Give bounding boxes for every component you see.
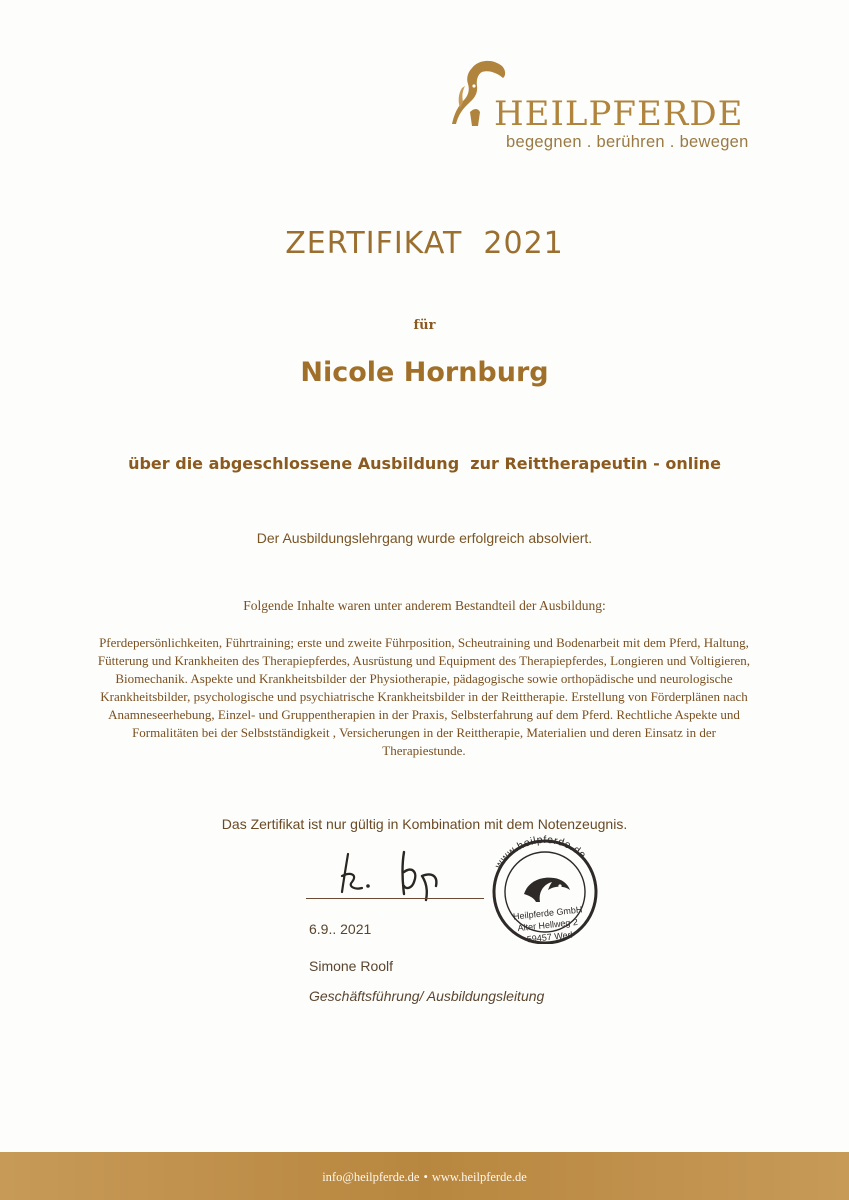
for-label: für: [413, 318, 436, 333]
footer-email: info@heilpferde.de: [322, 1170, 420, 1184]
completion-statement: Der Ausbildungslehrgang wurde erfolgreich absolviert.: [256, 530, 593, 546]
logo-name: HEILPFERDE: [494, 94, 744, 134]
brand-logo: [448, 58, 778, 158]
handwritten-signature: [332, 846, 462, 906]
signer-name: Simone Roolf: [309, 958, 394, 974]
stamp-url: www.heilpferde.de: [492, 833, 589, 871]
validity-note: Das Zertifikat ist nur gültig in Kombination mit dem Notenzeugnis.: [221, 816, 628, 832]
footer-separator: •: [423, 1170, 428, 1184]
footer-website: www.heilpferde.de: [431, 1170, 527, 1184]
certificate-title: ZERTIFIKAT 2021: [285, 226, 564, 261]
course-contents: Pferdepersönlichkeiten, Führtraining; erste und zweite Führposition, Scheutraining und Bodenarbeit mit dem Pferd, Haltung, Fütterung und Krankheiten des Therapiepferdes, Ausrüstung und Equipment des Therapiepferdes, Longieren und Voltigieren, Biomechanik. Aspekte und Krankheitsbilder der Physiotherapie, pädagogische sowie orthopädische und neurologische Krankheitsbilder, psychologische und psychiatrische Krankheitsbilder in der Reittherapie. Erstellung von Förderplänen nach Anamneseerhebung, Einzel- und Gruppentherapien in der Praxis, Selbsterfahrung auf dem Pferd. Rechtliche Aspekte und Formalitäten bei der Selbstständigkeit , Versicherungen in der Reittherapie, Materialien und deren Einsatz in der Therapiestunde.: [97, 635, 751, 758]
horse-head-icon: [524, 878, 570, 902]
stamp-street: Alter Hellweg 2: [517, 916, 579, 934]
stamp-company: Heilpferde GmbH: [512, 904, 583, 922]
logo-tagline: begegnen . berühren . bewegen: [506, 133, 749, 151]
issue-date: 6.9.. 2021: [309, 921, 372, 937]
course-description: über die abgeschlossene Ausbildung zur Reittherapeutin - online: [128, 454, 721, 473]
footer-contact: [0, 1170, 849, 1185]
recipient-name: Nicole Hornburg: [300, 357, 549, 388]
signer-role: Geschäftsführung/ Ausbildungsleitung: [309, 988, 545, 1004]
company-stamp: [480, 832, 610, 944]
footer-band: [0, 1152, 849, 1200]
signature-line: [306, 898, 484, 899]
contents-intro: Folgende Inhalte waren unter anderem Bestandteil der Ausbildung:: [243, 598, 606, 613]
stamp-city: 59457 Werl: [526, 929, 574, 944]
